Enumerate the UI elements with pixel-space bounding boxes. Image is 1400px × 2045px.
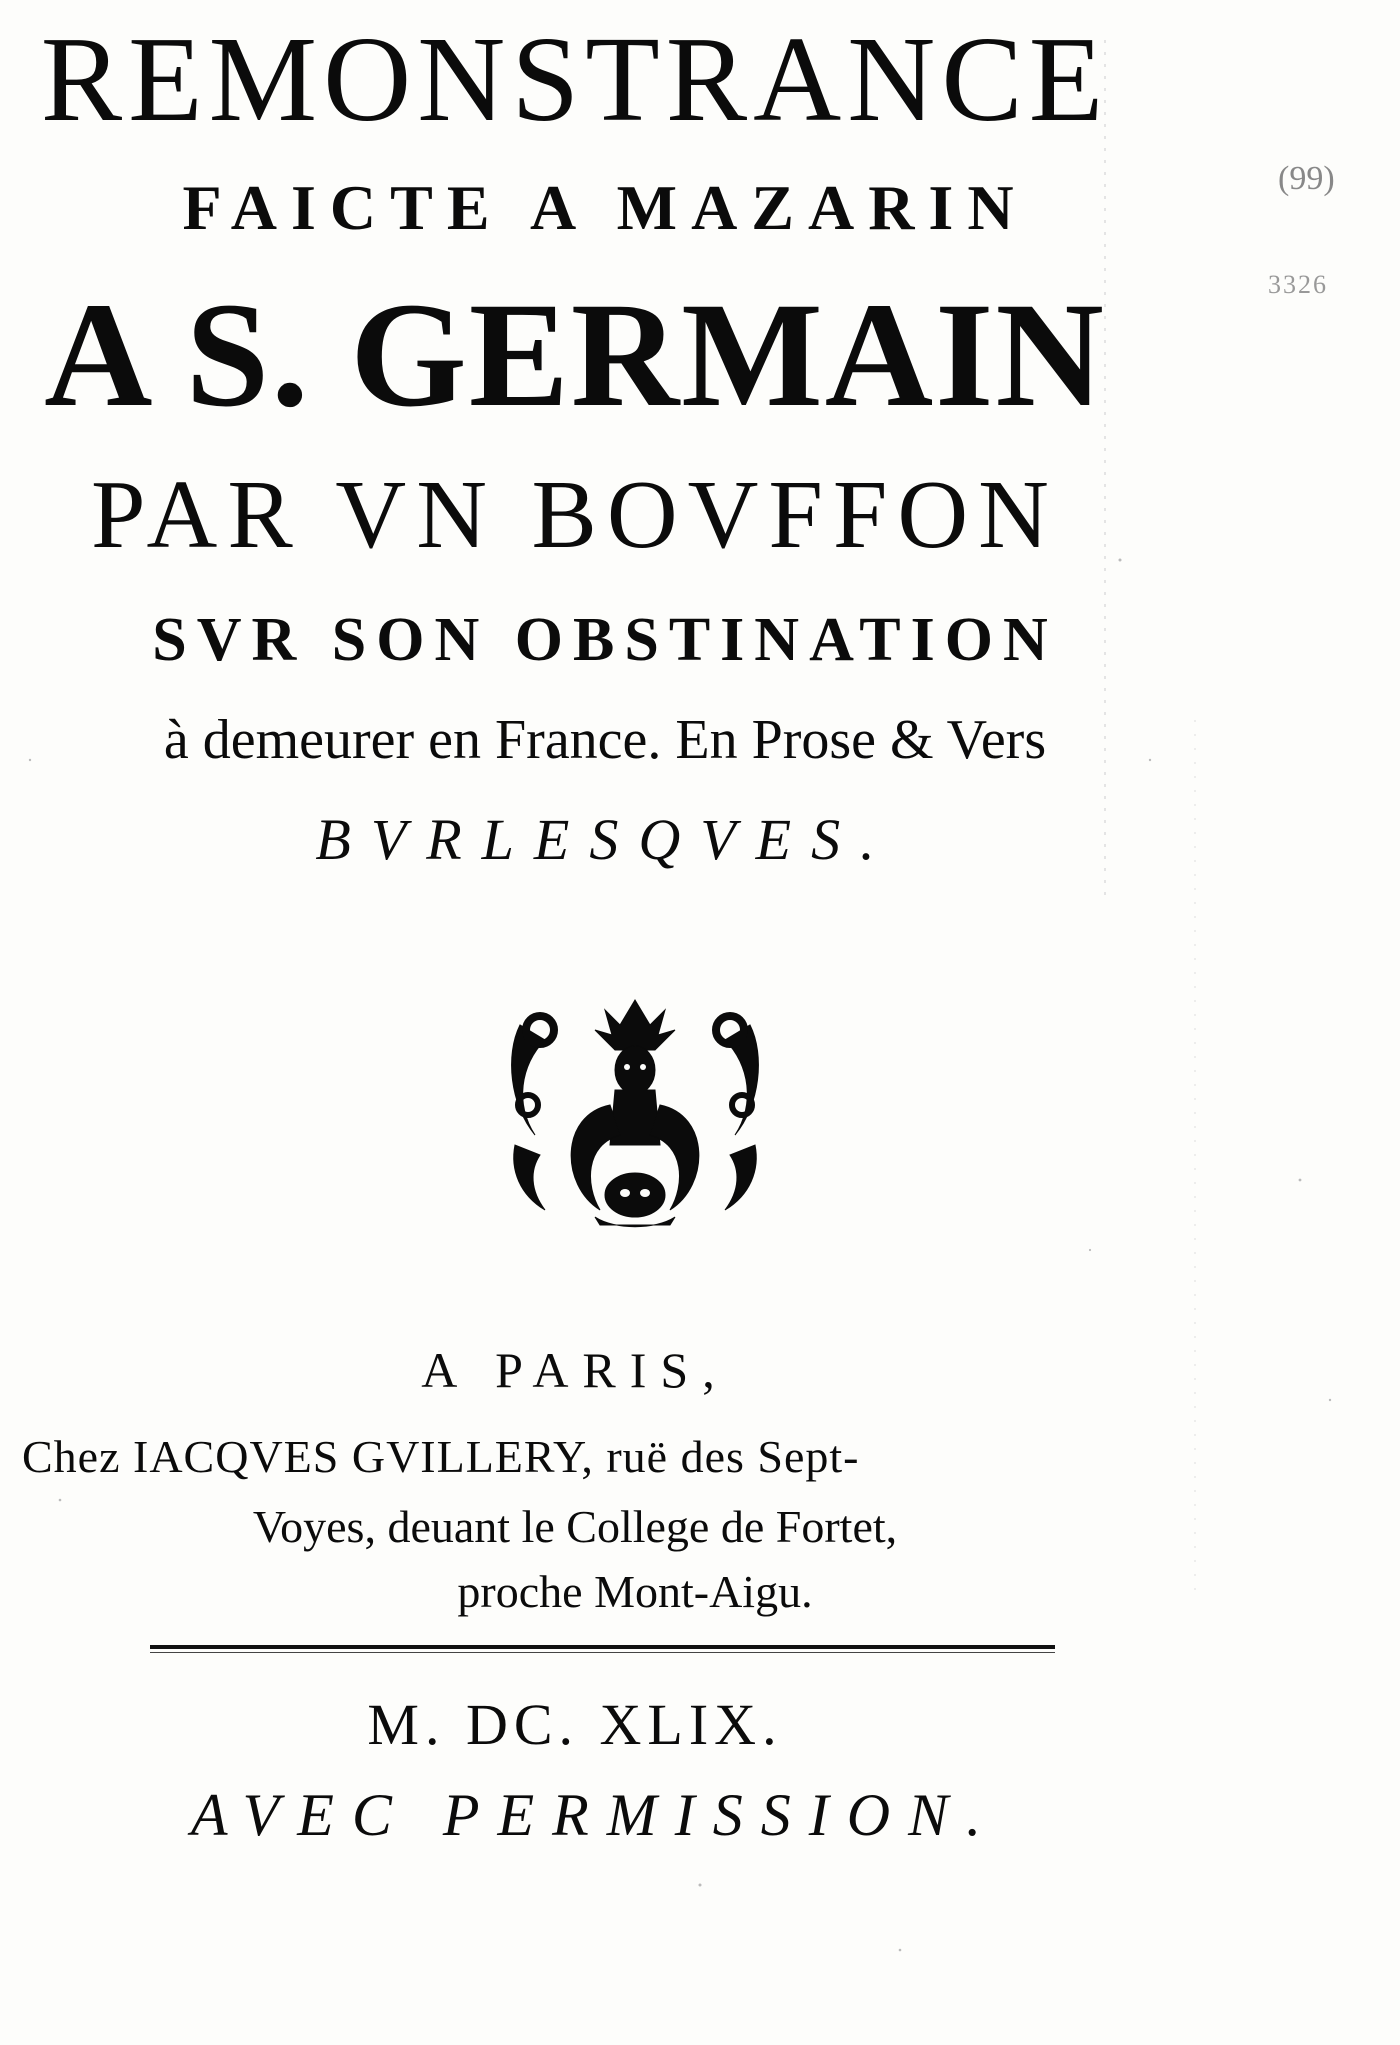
title-line-3: A S. GERMAIN: [44, 272, 1106, 438]
margin-mark-shelf: (99): [1278, 160, 1335, 197]
permission-line: AVEC PERMISSION.: [190, 1782, 1000, 1848]
horizontal-rule-thin: [150, 1652, 1055, 1653]
imprint-city: A PARIS,: [421, 1342, 729, 1398]
title-line-2: FAICTE A MAZARIN: [182, 172, 1028, 243]
imprint-line-1: Chez IACQVES GVILLERY, ruë des Sept-: [22, 1431, 860, 1482]
printer-ornament-icon: [500, 995, 770, 1230]
publication-date: M. DC. XLIX.: [367, 1692, 783, 1757]
imprint-line-3: proche Mont-Aigu.: [457, 1566, 813, 1617]
horizontal-rule: [150, 1645, 1055, 1649]
title-line-7: BVRLESQVES.: [315, 807, 895, 872]
title-line-4: PAR VN BOVFFON: [91, 461, 1059, 569]
title-line-6: à demeurer en France. En Prose & Vers: [163, 709, 1047, 771]
title-line-1: REMONSTRANCE: [40, 12, 1110, 147]
margin-mark-number: 3326: [1268, 270, 1328, 299]
title-line-5: SVR SON OBSTINATION: [152, 606, 1058, 674]
imprint-line-2: Voyes, deuant le College de Fortet,: [252, 1501, 898, 1552]
